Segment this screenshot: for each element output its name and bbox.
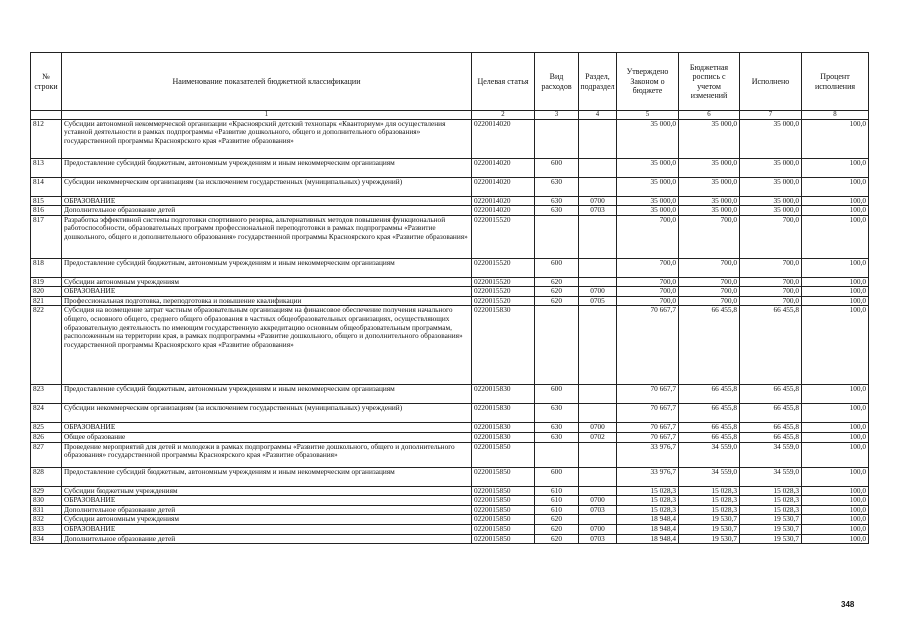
row-name: Дополнительное образование детей: [62, 505, 472, 515]
row-expense-type: 600: [535, 258, 579, 277]
row-no: 815: [31, 196, 62, 206]
column-number: 7: [740, 111, 802, 120]
row-budget-list: 15 028,3: [679, 486, 740, 496]
row-no: 813: [31, 158, 62, 177]
table-row: [31, 206, 869, 216]
row-budget-list: 15 028,3: [679, 505, 740, 515]
row-executed: 66 455,8: [740, 404, 802, 423]
row-budget-list: 35 000,0: [679, 206, 740, 216]
row-target-article: 0220015850: [472, 525, 535, 535]
row-approved: 700,0: [617, 258, 679, 277]
column-number-blank: [31, 111, 62, 120]
row-no: 822: [31, 306, 62, 385]
row-target-article: 0220015520: [472, 258, 535, 277]
table-row: [31, 505, 869, 515]
row-section: 0700: [579, 423, 617, 433]
row-budget-list: 19 530,7: [679, 534, 740, 544]
row-name: Предоставление субсидий бюджетным, автономным учреждениям и иным некоммерческим организациям: [62, 258, 472, 277]
row-approved: 700,0: [617, 277, 679, 287]
row-target-article: 0220014020: [472, 196, 535, 206]
row-no: 828: [31, 467, 62, 486]
row-section: 0703: [579, 505, 617, 515]
row-section: [579, 467, 617, 486]
row-budget-list: 700,0: [679, 277, 740, 287]
row-no: 821: [31, 296, 62, 306]
row-name: Субсидии некоммерческим организациям (за исключением государственных (муниципальных) учреждений): [62, 177, 472, 196]
row-name: Субсидии некоммерческим организациям (за исключением государственных (муниципальных) учреждений): [62, 404, 472, 423]
row-percent: 100,0: [802, 486, 869, 496]
row-approved: 15 028,3: [617, 486, 679, 496]
table-row: [31, 404, 869, 423]
row-name: Профессиональная подготовка, переподготовка и повышение квалификации: [62, 296, 472, 306]
row-name: Дополнительное образование детей: [62, 206, 472, 216]
row-approved: 35 000,0: [617, 177, 679, 196]
row-expense-type: 610: [535, 486, 579, 496]
row-section: [579, 385, 617, 404]
table-row: [31, 287, 869, 297]
row-target-article: 0220015850: [472, 467, 535, 486]
row-name: Субсидия на возмещение затрат частным образовательным организациям на финансовое обеспечение получения начального общего, основного общего, среднего общего образования в частных общеобразовательных организациях, осуществляющих образовательную деятельность по имеющим государственную аккредитацию основным общеобразовательным программам, расположенным на территории края, в рамках подпрограммы «Развитие дошкольного, общего и дополнительного образования» государственной программы Красноярского края «Развитие образования»: [62, 306, 472, 385]
table-row: [31, 433, 869, 443]
row-percent: 100,0: [802, 385, 869, 404]
row-name: ОБРАЗОВАНИЕ: [62, 496, 472, 506]
row-executed: 700,0: [740, 287, 802, 297]
row-no: 831: [31, 505, 62, 515]
table-row: [31, 423, 869, 433]
row-target-article: 0220015520: [472, 277, 535, 287]
row-no: 823: [31, 385, 62, 404]
row-executed: 19 530,7: [740, 515, 802, 525]
row-section: [579, 404, 617, 423]
table-row: [31, 215, 869, 258]
table-row: [31, 442, 869, 467]
budget-table: [30, 52, 869, 544]
row-percent: 100,0: [802, 306, 869, 385]
row-percent: 100,0: [802, 119, 869, 158]
column-number: 4: [579, 111, 617, 120]
header-row-no: № строки: [31, 53, 62, 111]
row-name: Предоставление субсидий бюджетным, автономным учреждениям и иным некоммерческим организациям: [62, 158, 472, 177]
row-target-article: 0220015850: [472, 486, 535, 496]
row-no: 826: [31, 433, 62, 443]
row-target-article: 0220015850: [472, 496, 535, 506]
row-budget-list: 700,0: [679, 287, 740, 297]
row-name: Предоставление субсидий бюджетным, автономным учреждениям и иным некоммерческим организациям: [62, 467, 472, 486]
row-approved: 70 667,7: [617, 423, 679, 433]
row-executed: 34 559,0: [740, 442, 802, 467]
table-row: [31, 486, 869, 496]
row-executed: 35 000,0: [740, 119, 802, 158]
table-row: [31, 177, 869, 196]
row-expense-type: [535, 215, 579, 258]
row-no: 819: [31, 277, 62, 287]
row-expense-type: 620: [535, 534, 579, 544]
row-executed: 19 530,7: [740, 525, 802, 535]
row-section: 0700: [579, 196, 617, 206]
row-executed: 66 455,8: [740, 306, 802, 385]
row-approved: 70 667,7: [617, 306, 679, 385]
row-section: 0700: [579, 496, 617, 506]
row-section: 0705: [579, 296, 617, 306]
row-expense-type: 610: [535, 505, 579, 515]
row-percent: 100,0: [802, 525, 869, 535]
row-name: ОБРАЗОВАНИЕ: [62, 423, 472, 433]
row-target-article: 0220015830: [472, 423, 535, 433]
header-percent: Процент исполнения: [802, 53, 869, 111]
row-approved: 18 948,4: [617, 534, 679, 544]
row-target-article: 0220014020: [472, 177, 535, 196]
row-expense-type: 630: [535, 423, 579, 433]
row-approved: 700,0: [617, 287, 679, 297]
row-no: 812: [31, 119, 62, 158]
row-no: 818: [31, 258, 62, 277]
row-section: [579, 158, 617, 177]
row-name: ОБРАЗОВАНИЕ: [62, 196, 472, 206]
row-budget-list: 35 000,0: [679, 177, 740, 196]
row-budget-list: 35 000,0: [679, 158, 740, 177]
row-target-article: 0220015830: [472, 306, 535, 385]
row-no: 817: [31, 215, 62, 258]
column-number: 1: [62, 111, 472, 120]
row-approved: 33 976,7: [617, 467, 679, 486]
row-expense-type: [535, 119, 579, 158]
row-name: Субсидии автономной некоммерческой организации «Красноярский детский технопарк «Кванториум» для осуществления уставной деятельности в рамках подпрограммы «Развитие дошкольного, общего и дополнительного образования» государственной программы Красноярского края «Развитие образования»: [62, 119, 472, 158]
row-executed: 700,0: [740, 215, 802, 258]
row-name: Субсидии автономным учреждениям: [62, 515, 472, 525]
row-name: Дополнительное образование детей: [62, 534, 472, 544]
row-target-article: 0220015520: [472, 287, 535, 297]
row-budget-list: 700,0: [679, 258, 740, 277]
column-number-row: [31, 111, 869, 120]
row-section: 0700: [579, 525, 617, 535]
row-target-article: 0220015850: [472, 534, 535, 544]
row-section: [579, 215, 617, 258]
row-budget-list: 35 000,0: [679, 119, 740, 158]
row-expense-type: 620: [535, 277, 579, 287]
row-executed: 35 000,0: [740, 206, 802, 216]
row-no: 824: [31, 404, 62, 423]
row-target-article: 0220015830: [472, 385, 535, 404]
row-target-article: 0220015520: [472, 215, 535, 258]
row-expense-type: 630: [535, 177, 579, 196]
page-number: 348: [841, 600, 855, 609]
row-budget-list: 34 559,0: [679, 467, 740, 486]
row-no: 814: [31, 177, 62, 196]
row-executed: 700,0: [740, 277, 802, 287]
row-name: Проведение мероприятий для детей и молодежи в рамках подпрограммы «Развитие дошкольного, общего и дополнительного образования» государственной программы Красноярского края «Развитие образования»: [62, 442, 472, 467]
row-percent: 100,0: [802, 196, 869, 206]
table-row: [31, 534, 869, 544]
header-approved: Утверждено Законом о бюджете: [617, 53, 679, 111]
row-target-article: 0220015850: [472, 442, 535, 467]
row-expense-type: 620: [535, 525, 579, 535]
table-row: [31, 306, 869, 385]
row-approved: 35 000,0: [617, 119, 679, 158]
row-name: ОБРАЗОВАНИЕ: [62, 525, 472, 535]
row-expense-type: 630: [535, 404, 579, 423]
row-percent: 100,0: [802, 177, 869, 196]
row-target-article: 0220015830: [472, 433, 535, 443]
row-approved: 18 948,4: [617, 525, 679, 535]
row-approved: 70 667,7: [617, 433, 679, 443]
row-executed: 35 000,0: [740, 158, 802, 177]
row-name: Разработка эффективной системы подготовки спортивного резерва, альтернативных методов повышения функциональной работоспособности, образовательных программ профессиональной переподготовки в рамках подпрограммы «Развитие дошкольного, общего и дополнительного образования» государственной программы Красноярского края «Развитие образования»: [62, 215, 472, 258]
row-approved: 33 976,7: [617, 442, 679, 467]
row-section: [579, 177, 617, 196]
row-percent: 100,0: [802, 206, 869, 216]
row-section: [579, 306, 617, 385]
table-row: [31, 296, 869, 306]
column-number: 6: [679, 111, 740, 120]
row-expense-type: 620: [535, 296, 579, 306]
row-expense-type: 600: [535, 385, 579, 404]
row-no: 827: [31, 442, 62, 467]
row-executed: 66 455,8: [740, 433, 802, 443]
row-executed: 66 455,8: [740, 385, 802, 404]
row-target-article: 0220015520: [472, 296, 535, 306]
row-section: 0703: [579, 534, 617, 544]
row-budget-list: 34 559,0: [679, 442, 740, 467]
row-budget-list: 66 455,8: [679, 404, 740, 423]
row-percent: 100,0: [802, 423, 869, 433]
row-approved: 35 000,0: [617, 158, 679, 177]
row-percent: 100,0: [802, 296, 869, 306]
table-row: [31, 385, 869, 404]
row-expense-type: 630: [535, 206, 579, 216]
row-target-article: 0220015830: [472, 404, 535, 423]
row-executed: 700,0: [740, 258, 802, 277]
row-target-article: 0220015850: [472, 505, 535, 515]
row-target-article: 0220014020: [472, 158, 535, 177]
row-no: 830: [31, 496, 62, 506]
row-section: [579, 442, 617, 467]
row-percent: 100,0: [802, 258, 869, 277]
row-name: Общее образование: [62, 433, 472, 443]
row-approved: 35 000,0: [617, 196, 679, 206]
row-budget-list: 66 455,8: [679, 385, 740, 404]
table-body: [31, 119, 869, 544]
row-executed: 35 000,0: [740, 177, 802, 196]
column-number: 2: [472, 111, 535, 120]
row-percent: 100,0: [802, 277, 869, 287]
column-number: 8: [802, 111, 869, 120]
row-executed: 19 530,7: [740, 534, 802, 544]
row-approved: 700,0: [617, 296, 679, 306]
row-approved: 700,0: [617, 215, 679, 258]
row-section: [579, 486, 617, 496]
row-expense-type: [535, 442, 579, 467]
header-expense-type: Вид расходов: [535, 53, 579, 111]
row-executed: 700,0: [740, 296, 802, 306]
row-section: [579, 258, 617, 277]
row-approved: 70 667,7: [617, 404, 679, 423]
column-number: 5: [617, 111, 679, 120]
row-expense-type: 630: [535, 196, 579, 206]
row-executed: 15 028,3: [740, 486, 802, 496]
row-percent: 100,0: [802, 215, 869, 258]
row-expense-type: 620: [535, 287, 579, 297]
row-budget-list: 66 455,8: [679, 306, 740, 385]
row-budget-list: 66 455,8: [679, 423, 740, 433]
row-section: 0700: [579, 287, 617, 297]
header-target-article: Целевая статья: [472, 53, 535, 111]
row-section: 0703: [579, 206, 617, 216]
row-budget-list: 19 530,7: [679, 515, 740, 525]
row-expense-type: 620: [535, 515, 579, 525]
row-budget-list: 19 530,7: [679, 525, 740, 535]
row-percent: 100,0: [802, 505, 869, 515]
row-percent: 100,0: [802, 496, 869, 506]
row-no: 816: [31, 206, 62, 216]
table-row: [31, 196, 869, 206]
row-section: [579, 515, 617, 525]
row-percent: 100,0: [802, 158, 869, 177]
table-row: [31, 496, 869, 506]
table-row: [31, 277, 869, 287]
row-percent: 100,0: [802, 442, 869, 467]
table-row: [31, 515, 869, 525]
row-budget-list: 15 028,3: [679, 496, 740, 506]
row-section: 0702: [579, 433, 617, 443]
row-approved: 15 028,3: [617, 505, 679, 515]
budget-table-sheet: [30, 52, 868, 544]
table-row: [31, 119, 869, 158]
row-expense-type: 600: [535, 158, 579, 177]
row-expense-type: 610: [535, 496, 579, 506]
header-row: [31, 53, 869, 111]
header-section: Раздел, подраздел: [579, 53, 617, 111]
row-no: 825: [31, 423, 62, 433]
row-budget-list: 700,0: [679, 215, 740, 258]
row-executed: 66 455,8: [740, 423, 802, 433]
row-no: 834: [31, 534, 62, 544]
row-no: 820: [31, 287, 62, 297]
row-name: Субсидии бюджетным учреждениям: [62, 486, 472, 496]
row-approved: 18 948,4: [617, 515, 679, 525]
row-budget-list: 700,0: [679, 296, 740, 306]
row-expense-type: 600: [535, 467, 579, 486]
header-budget-list: Бюджетная роспись с учетом изменений: [679, 53, 740, 111]
row-percent: 100,0: [802, 467, 869, 486]
row-target-article: 0220014020: [472, 206, 535, 216]
table-row: [31, 158, 869, 177]
row-section: [579, 277, 617, 287]
row-target-article: 0220015850: [472, 515, 535, 525]
row-percent: 100,0: [802, 404, 869, 423]
row-no: 829: [31, 486, 62, 496]
row-name: Субсидии автономным учреждениям: [62, 277, 472, 287]
table-row: [31, 258, 869, 277]
row-expense-type: [535, 306, 579, 385]
row-target-article: 0220014020: [472, 119, 535, 158]
row-percent: 100,0: [802, 534, 869, 544]
row-name: ОБРАЗОВАНИЕ: [62, 287, 472, 297]
header-executed: Исполнено: [740, 53, 802, 111]
row-expense-type: 630: [535, 433, 579, 443]
row-executed: 15 028,3: [740, 496, 802, 506]
row-approved: 70 667,7: [617, 385, 679, 404]
row-approved: 15 028,3: [617, 496, 679, 506]
row-no: 832: [31, 515, 62, 525]
table-row: [31, 525, 869, 535]
column-number: 3: [535, 111, 579, 120]
row-section: [579, 119, 617, 158]
row-percent: 100,0: [802, 433, 869, 443]
row-budget-list: 35 000,0: [679, 196, 740, 206]
row-executed: 15 028,3: [740, 505, 802, 515]
row-no: 833: [31, 525, 62, 535]
row-name: Предоставление субсидий бюджетным, автономным учреждениям и иным некоммерческим организациям: [62, 385, 472, 404]
table-row: [31, 467, 869, 486]
row-percent: 100,0: [802, 515, 869, 525]
row-approved: 35 000,0: [617, 206, 679, 216]
row-executed: 34 559,0: [740, 467, 802, 486]
row-budget-list: 66 455,8: [679, 433, 740, 443]
row-percent: 100,0: [802, 287, 869, 297]
row-executed: 35 000,0: [740, 196, 802, 206]
header-name: Наименование показателей бюджетной классификации: [62, 53, 472, 111]
